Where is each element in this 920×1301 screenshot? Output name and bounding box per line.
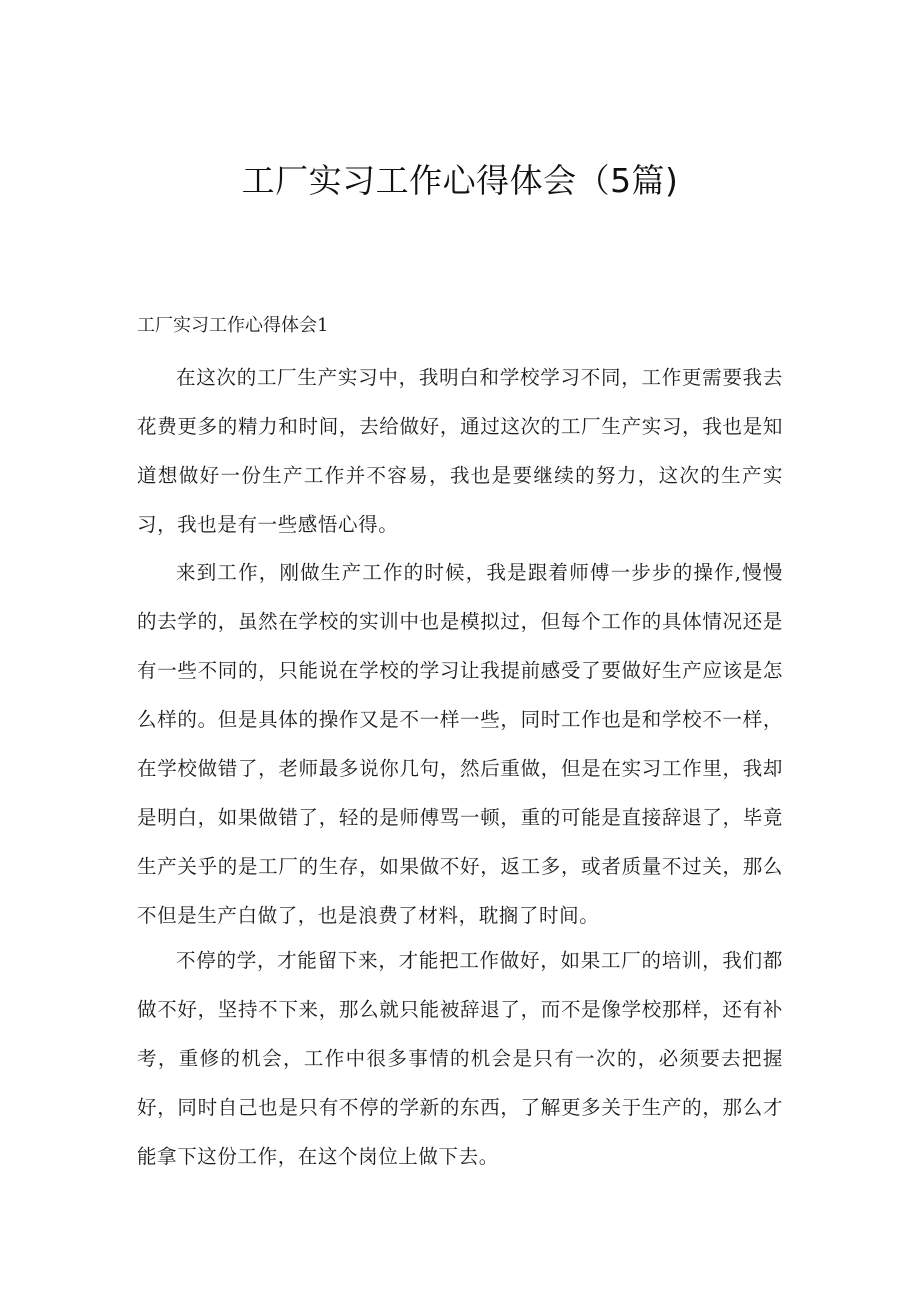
paragraph: 不停的学，才能留下来，才能把工作做好，如果工厂的培训，我们都做不好，坚持不下来，那么就只能被辞退了，而不是像学校那样，还有补考，重修的机会，工作中很多事情的机会是只有一次的，必须要去把握好，同时自己也是只有不停的学新的东西，了解更多关于生产的，那么才能拿下这份工作，在这个岗位上做下去。 — [137, 949, 783, 1168]
paragraph: 来到工作，刚做生产工作的时候，我是跟着师傅一步步的操作,慢慢的去学的，虽然在学校的实训中也是模拟过，但每个工作的具体情况还是有一些不同的，只能说在学校的学习让我提前感受了要做好生产应该是怎么样的。但是具体的操作又是不一样一些，同时工作也是和学校不一样，在学校做错了，老师最多说你几句，然后重做，但是在实习工作里，我却是明白，如果做错了，轻的是师傅骂一顿，重的可能是直接辞退了，毕竟生产关乎的是工厂的生存，如果做不好，返工多，或者质量不过关，那么不但是生产白做了，也是浪费了材料，耽搁了时间。 — [137, 561, 783, 927]
paragraph: 在这次的工厂生产实习中，我明白和学校学习不同，工作更需要我去花费更多的精力和时间，去给做好，通过这次的工厂生产实习，我也是知道想做好一份生产工作并不容易，我也是要继续的努力，这次的生产实习，我也是有一些感悟心得。 — [137, 366, 783, 536]
section-heading: 工厂实习工作心得体会1 — [137, 315, 329, 336]
document-title: 工厂实习工作心得体会（5篇) — [241, 161, 679, 200]
